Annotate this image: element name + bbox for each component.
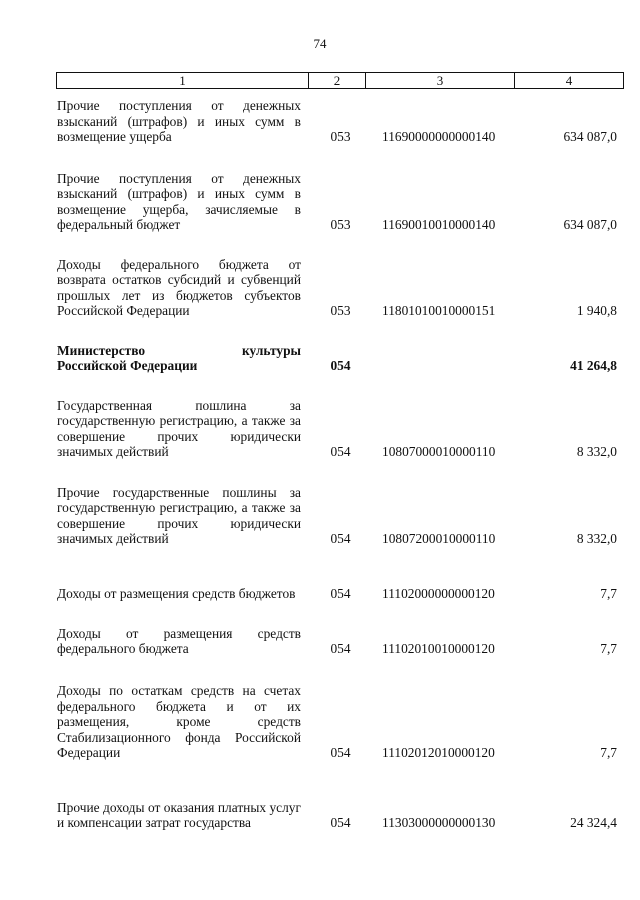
table-row [57,145,623,233]
ministry-name-word2: культуры [242,342,301,358]
row-name: Прочие государственные пошлины за государственную регистрацию, а также за совершение прочих юридически значимых действий [57,484,301,547]
row-code: 054 [330,358,351,374]
row-amount: 1 940,8 [576,303,617,319]
row-kbk: 11303000000000130 [382,815,496,831]
table-row [57,92,623,145]
table-row [57,460,623,547]
table-header [56,72,624,89]
row-kbk: 10807000010000110 [382,444,496,460]
row-amount: 7,7 [600,641,617,657]
row-amount: 7,7 [600,745,617,761]
row-amount: 24 324,4 [570,815,617,831]
row-name: Прочие поступления от денежных взысканий (штрафов) и иных сумм в возмещение ущерба, зачисляемые в федеральный бюджет [57,170,301,233]
table-row [57,547,623,602]
row-code: 054 [330,815,351,831]
table-row [57,233,623,319]
row-name: Доходы от размещения средств бюджетов [57,586,296,602]
row-amount: 41 264,8 [570,358,617,374]
row-name: Прочие поступления от денежных взысканий (штрафов) и иных сумм в возмещение ущерба [57,98,301,145]
table-row [57,657,623,761]
header-col-1: 1 [57,73,309,88]
header-col-4: 4 [565,73,573,88]
row-name: Доходы от размещения средств федерального бюджета [57,625,301,657]
row-amount: 8 332,0 [576,531,617,547]
ministry-name-line2: Российской Федерации [57,358,198,374]
row-name: Государственная пошлина за государственную регистрацию, а также за совершение прочих юридически значимых действий [57,397,301,460]
row-kbk: 11690010010000140 [382,217,496,233]
row-code: 054 [330,586,351,602]
row-amount: 8 332,0 [576,444,617,460]
table-row [57,761,623,831]
row-kbk: 11801010010000151 [382,303,496,319]
table-row [57,602,623,657]
row-code: 053 [330,129,351,145]
row-kbk: 11690000000000140 [382,129,496,145]
row-name: Прочие доходы от оказания платных услуг и компенсации затрат государства [57,799,301,831]
row-code: 053 [330,303,351,319]
ministry-name-word1: Министерство [57,342,146,358]
ministry-name [57,343,301,374]
row-code: 053 [330,217,351,233]
row-code: 054 [330,531,351,547]
row-code: 054 [330,745,351,761]
table-row [57,374,623,460]
row-kbk: 11102000000000120 [382,586,495,602]
table-row-ministry [57,319,623,374]
row-amount: 7,7 [600,586,617,602]
row-name: Доходы по остаткам средств на счетах федерального бюджета и от их размещения, кроме средств Стабилизационного фонда Российской Федерации [57,683,301,761]
row-amount: 634 087,0 [563,129,617,145]
row-code: 054 [330,641,351,657]
header-col-2: 2 [309,73,366,88]
page-number: 74 [313,36,327,51]
row-kbk: 10807200010000110 [382,531,496,547]
row-name: Доходы федерального бюджета от возврата остатков субсидий и субвенций прошлых лет из бюджетов субъектов Российской Федерации [57,256,301,319]
table-body [57,92,623,831]
row-kbk: 11102012010000120 [382,745,495,761]
row-code: 054 [330,444,351,460]
row-amount: 634 087,0 [563,217,617,233]
header-col-3: 3 [366,73,515,88]
row-kbk: 11102010010000120 [382,641,495,657]
